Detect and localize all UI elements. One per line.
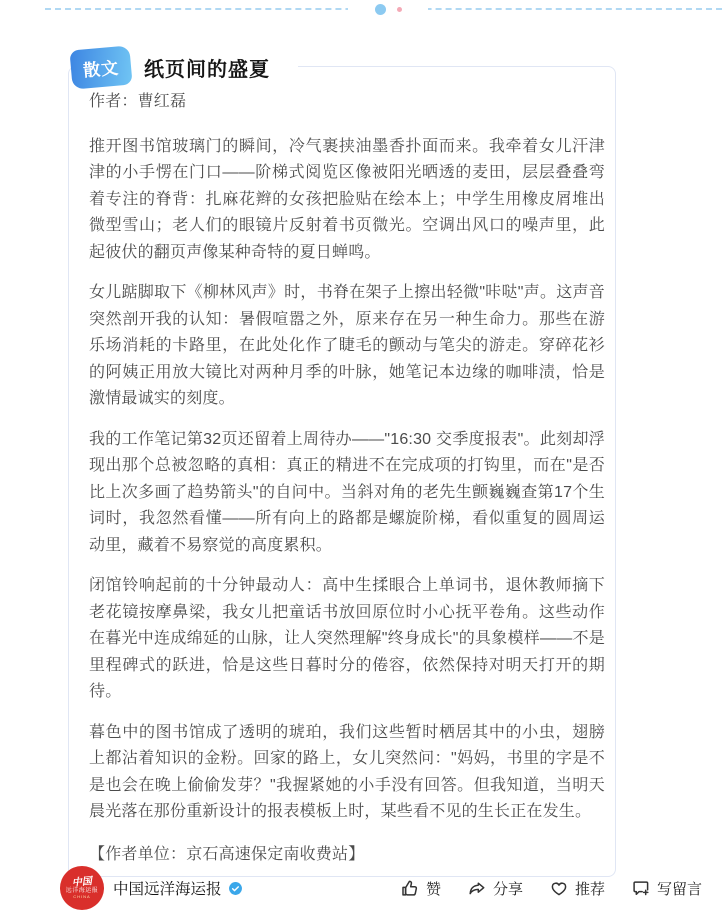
thumbs-up-icon (400, 878, 420, 898)
share-button[interactable] (467, 878, 523, 899)
recommend-label: 推荐 (574, 880, 605, 898)
account-info[interactable] (60, 866, 243, 910)
comment-button[interactable] (631, 878, 702, 899)
like-label: 赞 (425, 880, 441, 898)
account-logo[interactable] (60, 866, 104, 910)
category-badge: 散文 (69, 45, 132, 89)
article-paragraph: 暮色中的图书馆成了透明的琥珀，我们这些暂时栖居其中的小虫，翅膀上都沾着知识的金粉。回家的路上，女儿突然问："妈妈，书里的字是不是也会在晚上偷偷发芽？"我握紧她的小手没有回答。但我知道，当明天晨光落在那份重新设计的报表模板上时，某些看不见的生长正在发生。 (89, 723, 605, 820)
article-title: 纸页间的盛夏 (131, 53, 298, 82)
author-line: 作者：曹红磊 (89, 93, 187, 110)
article-card (68, 57, 616, 877)
share-arrow-icon (467, 878, 487, 898)
like-button[interactable] (400, 878, 441, 899)
author-affiliation: 【作者单位：京石高速保定南收费站】 (89, 845, 365, 863)
article-paragraph: 女儿踮脚取下《柳林风声》时，书脊在架子上擦出轻微"咔哒"声。这声音突然剖开我的认知：暑假喧嚣之外，原来存在另一种生命力。那些在游乐场消耗的卡路里，在此处化作了睫毛的颤动与笔尖的游走。穿碎花衫的阿姨正用放大镜比对两种月季的叶脉，她笔记本边缘的咖啡渍，恰是激情最诚实的刻度。 (89, 284, 605, 407)
recommend-button[interactable] (549, 878, 605, 899)
article-header (71, 46, 298, 88)
article-paragraph: 我的工作笔记第32页还留着上周待办——"16:30 交季度报表"。此刻却浮现出那个总被忽略的真相：真正的精进不在完成项的打钩里，而在"是否比上次多画了趋势箭头"的自问中。当斜对角的老先生颤巍巍查第17个生词时，我忽然看懂——所有向上的路都是螺旋阶梯，看似重复的圆周运动里，藏着不易察觉的高度累积。 (89, 430, 605, 554)
logo-text: CHINA (73, 893, 91, 899)
divider-dots (348, 2, 428, 17)
comment-plus-icon (631, 878, 651, 898)
blue-dot-icon (375, 4, 386, 15)
logo-text: 中国 (71, 875, 93, 889)
top-divider (45, 8, 722, 10)
logo-text: 远洋海运报 (65, 888, 99, 894)
verified-badge-icon (228, 881, 243, 896)
article-paragraph: 推开图书馆玻璃门的瞬间，冷气裹挟油墨香扑面而来。我牵着女儿汗津津的小手愣在门口——阶梯式阅览区像被阳光晒透的麦田，层层叠叠弯着专注的脊背：扎麻花辫的女孩把脸贴在绘本上；中学生用橡皮屑堆出微型雪山；老人们的眼镜片反射着书页微光。空调出风口的噪声里，此起彼伏的翻页声像某种奇特的夏日蝉鸣。 (89, 137, 605, 261)
share-label: 分享 (492, 880, 523, 898)
action-bar (400, 878, 702, 899)
article-paragraph: 闭馆铃响起前的十分钟最动人：高中生揉眼合上单词书，退休教师摘下老花镜按摩鼻梁，我女儿把童话书放回原位时小心抚平卷角。这些动作在暮光中连成绵延的山脉，让人突然理解"终身成长"的具象模样——不是里程碑式的跃进，恰是这些日暮时分的倦容，依然保持对明天打开的期待。 (89, 577, 605, 700)
pink-dot-icon (397, 7, 402, 12)
comment-label: 写留言 (656, 880, 702, 898)
heart-icon (549, 878, 569, 898)
footer-bar (60, 866, 702, 910)
account-name[interactable]: 中国远洋海运报 (113, 881, 222, 898)
